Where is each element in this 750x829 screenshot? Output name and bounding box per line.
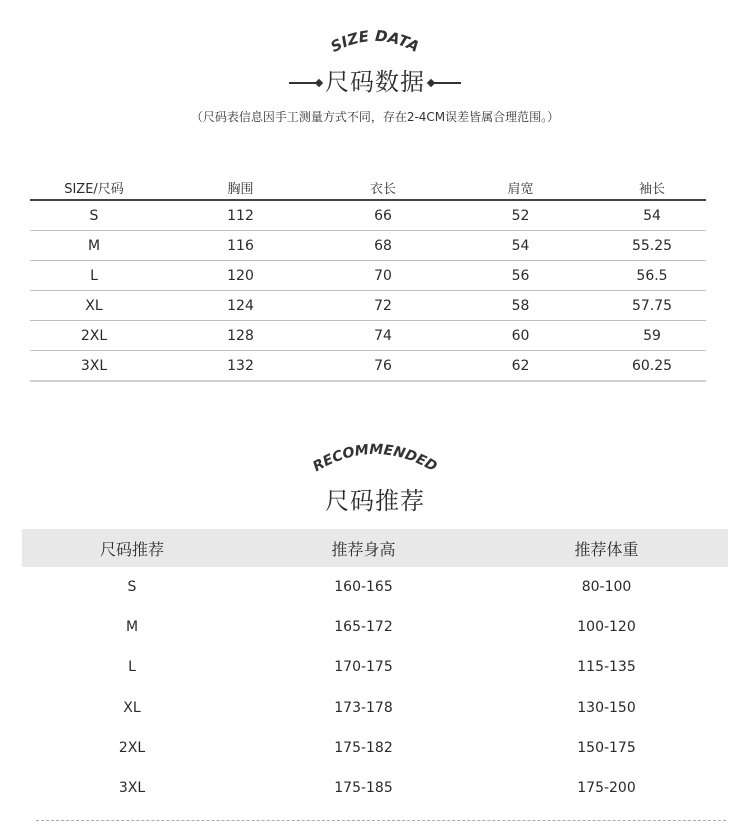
svg-text:SIZE DATA: SIZE DATA [327,26,423,56]
table-cell: XL [123,699,141,716]
table-cell: 80-100 [581,579,632,596]
table-row [30,231,706,261]
size-data-title: 尺码数据 [0,62,750,97]
table-cell: 54 [511,237,530,254]
table-row [30,291,706,321]
size-data-arc-label [0,22,750,62]
table-cell: 175-182 [334,739,393,756]
table-cell: M [87,237,101,254]
recommended-arc-label [0,435,750,477]
table-cell: L [90,267,98,284]
table-cell: 175-200 [577,780,636,797]
table-header-row [30,175,706,201]
table-row [22,728,728,768]
table-cell: 推荐体重 [574,539,639,559]
table-cell: 57.75 [631,297,673,314]
table-cell: 52 [511,207,530,224]
size-recommend-table [22,529,728,808]
table-cell: 59 [643,327,661,344]
recommended-title: 尺码推荐 [325,487,425,515]
table-cell: 尺码推荐 [99,539,164,559]
table-row [30,201,706,231]
table-cell: 100-120 [577,619,636,636]
table-cell: S [89,207,99,224]
table-cell: 56 [511,267,530,284]
table-cell: 124 [227,297,254,314]
table-header-row [22,529,728,567]
table-cell: XL [85,297,103,314]
table-cell: 132 [227,357,254,374]
table-cell: 173-178 [334,699,393,716]
measurement-note: （尺码表信息因手工测量方式不同，存在2-4CM误差皆属合理范围。） [190,110,560,124]
table-cell: 130-150 [577,699,636,716]
table-cell: 160-165 [334,579,393,596]
table-cell: S [127,579,137,596]
table-row [30,321,706,351]
table-cell: 150-175 [577,739,636,756]
table-cell: 推荐身高 [331,539,396,559]
title-right-ornament [431,82,461,84]
table-cell: 120 [227,267,254,284]
svg-text:RECOMMENDED: RECOMMENDED [310,441,440,476]
table-cell: 74 [374,327,392,344]
table-cell: M [125,619,139,636]
table-row [30,351,706,382]
table-cell: 72 [374,297,392,314]
table-row [22,647,728,687]
table-cell: 肩宽 [507,181,534,197]
table-row [22,607,728,647]
table-cell: 54 [643,207,661,224]
table-cell: 58 [511,297,530,314]
table-cell: 62 [511,357,530,374]
table-cell: 112 [227,207,254,224]
table-cell: 76 [374,357,392,374]
size-data-table [30,175,706,382]
table-row [22,768,728,808]
table-cell: L [128,659,136,676]
table-cell: SIZE/尺码 [64,181,124,197]
table-cell: 袖长 [638,181,665,197]
table-cell: 3XL [118,780,146,797]
table-cell: 56.5 [636,267,668,284]
table-cell: 70 [374,267,392,284]
table-cell: 116 [227,237,254,254]
table-cell: 3XL [80,357,108,374]
table-cell: 68 [374,237,392,254]
table-cell: 2XL [118,739,146,756]
table-cell: 175-185 [334,780,393,797]
table-row [30,261,706,291]
table-row [22,688,728,728]
table-cell: 115-135 [577,659,636,676]
table-cell: 胸围 [227,181,254,197]
table-cell: 2XL [80,327,108,344]
table-cell: 衣长 [369,181,396,197]
table-cell: 128 [227,327,254,344]
table-cell: 60 [511,327,530,344]
table-cell: 66 [374,207,392,224]
title-left-ornament [289,82,319,84]
table-cell: 165-172 [334,619,393,636]
table-cell: 55.25 [631,237,673,254]
bottom-divider [36,820,726,821]
table-row [22,567,728,607]
table-cell: 60.25 [631,357,673,374]
table-cell: 170-175 [334,659,393,676]
